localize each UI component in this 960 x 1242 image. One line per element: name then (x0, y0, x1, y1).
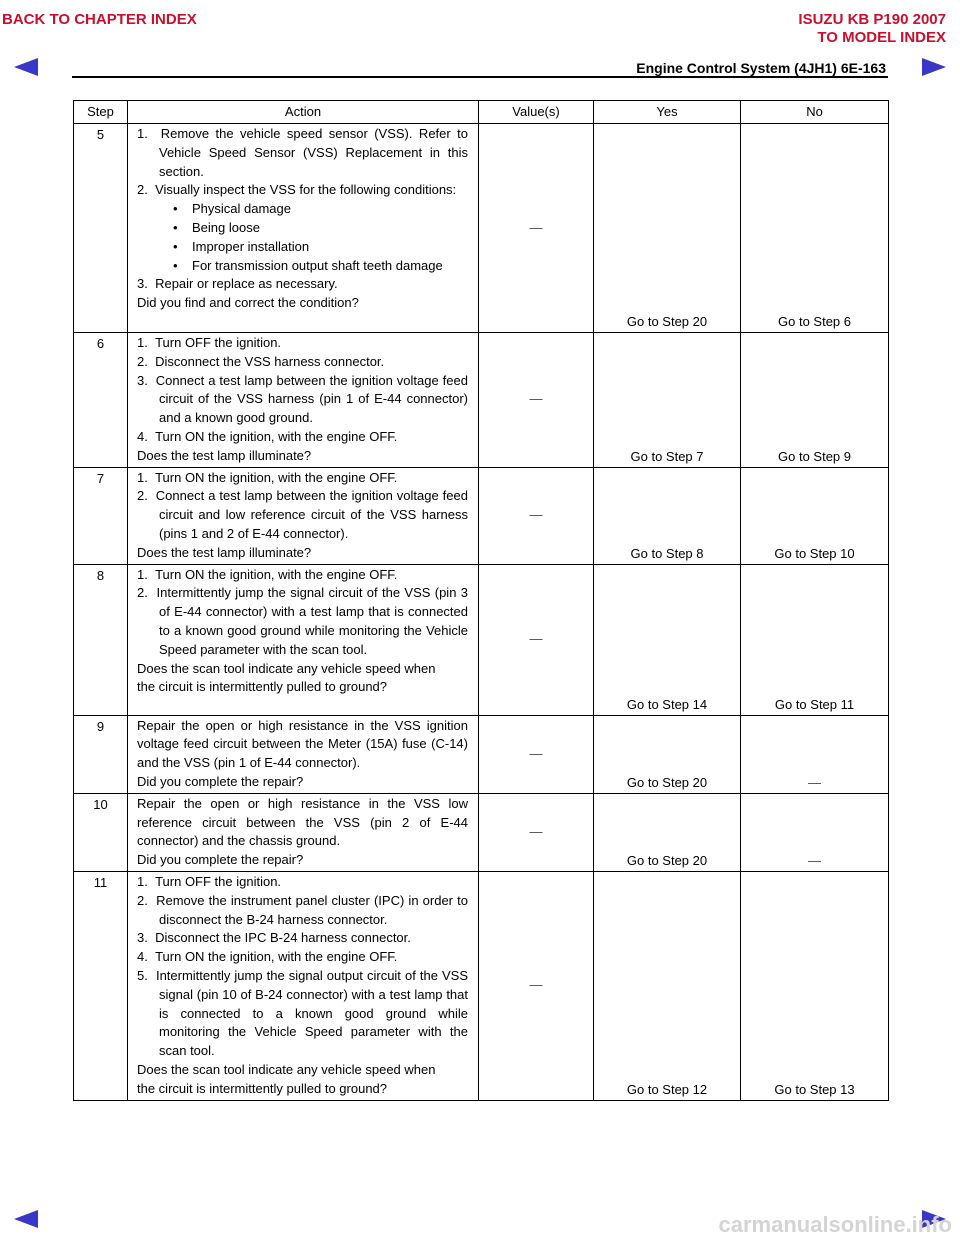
no-cell: — (741, 715, 889, 793)
bullet-item: • Physical damage (173, 201, 291, 217)
column-header-step: Step (74, 101, 128, 124)
question-line: Does the scan tool indicate any vehicle speed when (137, 1061, 436, 1077)
step-number: 9 (74, 715, 128, 793)
back-to-chapter-index-link[interactable]: BACK TO CHAPTER INDEX (2, 11, 197, 28)
value-cell: — (479, 715, 594, 793)
action-cell (128, 467, 479, 564)
column-header-values: Value(s) (479, 101, 594, 124)
table-row (74, 564, 889, 715)
diagnostic-procedure-table (73, 100, 889, 1101)
action-item: 3. Disconnect the IPC B-24 harness connector. (137, 930, 411, 946)
action-item: 2. Remove the instrument panel cluster (IPC) in order to disconnect the B-24 harness connector. (137, 892, 468, 927)
action-item: 1. Turn ON the ignition, with the engine OFF. (137, 566, 398, 582)
header-divider (72, 76, 888, 78)
bullet-item: • Improper installation (173, 238, 310, 254)
bullet-item: • Being loose (173, 219, 260, 235)
action-item: 1. Turn OFF the ignition. (137, 873, 282, 889)
previous-page-arrow-icon[interactable] (14, 1210, 38, 1228)
action-cell (128, 564, 479, 715)
action-cell (128, 871, 479, 1100)
bullet-item: • For transmission output shaft teeth damage (173, 257, 443, 273)
model-title: ISUZU KB P190 2007 (798, 11, 946, 28)
action-cell (128, 333, 479, 468)
step-number: 5 (74, 124, 128, 333)
question: Does the test lamp illuminate? (137, 447, 312, 463)
column-header-no: No (741, 101, 889, 124)
table-header-row (74, 101, 889, 124)
previous-page-arrow-icon[interactable] (14, 58, 38, 76)
table-row (74, 871, 889, 1100)
yes-cell: Go to Step 12 (594, 871, 741, 1100)
no-cell: Go to Step 9 (741, 333, 889, 468)
action-item: 3. Repair or replace as necessary. (137, 276, 338, 292)
no-cell: — (741, 793, 889, 871)
question-line: the circuit is intermittently pulled to ground? (137, 1080, 388, 1096)
no-cell: Go to Step 10 (741, 467, 889, 564)
question: Did you complete the repair? (137, 773, 304, 789)
no-cell: Go to Step 13 (741, 871, 889, 1100)
action-item: 2. Intermittently jump the signal circuit of the VSS (pin 3 of E-44 connector) with a test lamp that is connected to a known good ground while monitoring the Vehicle Speed parameter with the scan tool. (137, 585, 468, 657)
table-row (74, 124, 889, 333)
column-header-yes: Yes (594, 101, 741, 124)
repair-instruction: Repair the open or high resistance in the VSS ignition voltage feed circuit between the Meter (15A) fuse (C-14) and the VSS (pin 1 of E-44 connector). (137, 717, 468, 771)
yes-cell: Go to Step 7 (594, 333, 741, 468)
action-item: 4. Turn ON the ignition, with the engine OFF. (137, 428, 398, 444)
table-row (74, 333, 889, 468)
question-line: Does the scan tool indicate any vehicle speed when (137, 660, 436, 676)
value-cell: — (479, 564, 594, 715)
column-header-action: Action (128, 101, 479, 124)
step-number: 6 (74, 333, 128, 468)
action-item: 1. Turn ON the ignition, with the engine OFF. (137, 469, 398, 485)
repair-instruction: Repair the open or high resistance in the VSS low reference circuit between the VSS (pin 2 of E-44 connector) and the chassis ground. (137, 795, 468, 849)
question: Did you find and correct the condition? (137, 295, 359, 311)
step-number: 10 (74, 793, 128, 871)
step-number: 11 (74, 871, 128, 1100)
yes-cell: Go to Step 20 (594, 124, 741, 333)
action-item: 2. Visually inspect the VSS for the following conditions: (137, 182, 457, 198)
action-item: 3. Connect a test lamp between the ignition voltage feed circuit of the VSS harness (pin 1 of E-44 connector) and a known good ground. (137, 372, 468, 426)
next-page-arrow-icon[interactable] (922, 58, 946, 76)
value-cell: — (479, 467, 594, 564)
no-cell: Go to Step 11 (741, 564, 889, 715)
yes-cell: Go to Step 8 (594, 467, 741, 564)
table-row (74, 715, 889, 793)
value-cell: — (479, 124, 594, 333)
value-cell: — (479, 871, 594, 1100)
value-cell: — (479, 793, 594, 871)
question-line: the circuit is intermittently pulled to ground? (137, 679, 388, 695)
action-item: 1. Remove the vehicle speed sensor (VSS). Refer to Vehicle Speed Sensor (VSS) Replacement in this section. (137, 126, 468, 179)
action-item: 4. Turn ON the ignition, with the engine OFF. (137, 949, 398, 965)
to-model-index-link[interactable]: TO MODEL INDEX (817, 29, 946, 46)
table-row (74, 467, 889, 564)
yes-cell: Go to Step 14 (594, 564, 741, 715)
table-row (74, 793, 889, 871)
action-item: 2. Connect a test lamp between the ignition voltage feed circuit and low reference circuit of the VSS harness (pins 1 and 2 of E-44 connector). (137, 488, 468, 541)
value-cell: — (479, 333, 594, 468)
watermark: carmanualsonline.info (718, 1212, 952, 1237)
yes-cell: Go to Step 20 (594, 793, 741, 871)
page-header-title: Engine Control System (4JH1) 6E-163 (636, 60, 886, 76)
action-cell (128, 124, 479, 333)
question: Did you complete the repair? (137, 852, 304, 868)
no-cell: Go to Step 6 (741, 124, 889, 333)
step-number: 8 (74, 564, 128, 715)
action-cell (128, 793, 479, 871)
action-item: 5. Intermittently jump the signal output circuit of the VSS signal (pin 10 of B-24 connector) with a test lamp that is connected to a known good ground while monitoring the Vehicle Speed parameter with the scan tool. (137, 967, 468, 1059)
action-cell (128, 715, 479, 793)
yes-cell: Go to Step 20 (594, 715, 741, 793)
step-number: 7 (74, 467, 128, 564)
action-item: 2. Disconnect the VSS harness connector. (137, 353, 385, 369)
question: Does the test lamp illuminate? (137, 544, 312, 560)
action-item: 1. Turn OFF the ignition. (137, 335, 282, 350)
